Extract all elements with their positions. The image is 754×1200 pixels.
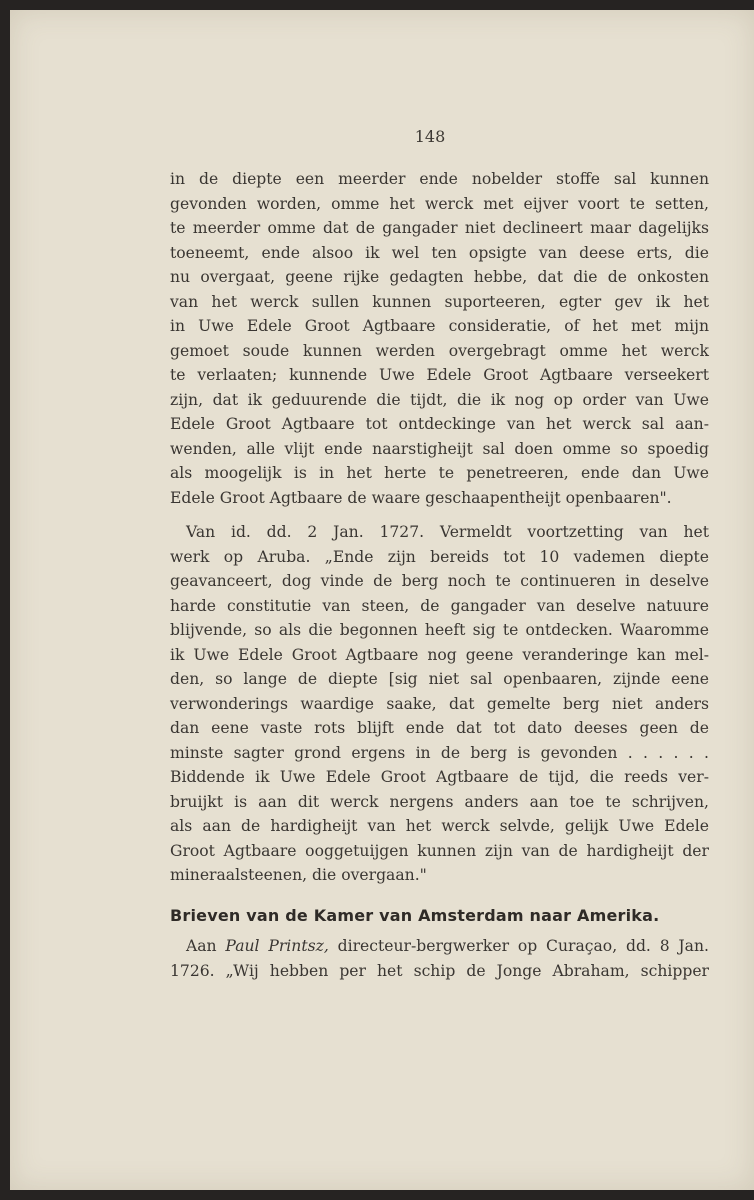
section-heading: Brieven van de Kamer van Amsterdam naar Amerika. [170,905,660,925]
text-line: toeneemt, ende alsoo ik wel ten opsigte van deese erts, die [170,243,709,262]
text-line: Van id. dd. 2 Jan. 1727. Vermeldt voortzetting van het [186,523,709,541]
text-line: als moogelijk is in het herte te penetreeren, ende dan Uwe [170,464,709,482]
text-line: mineraalsteenen, die overgaan." [170,866,427,884]
text-line: minste sagter grond ergens in de berg is gevonden . . . . . . [170,743,709,762]
text-line: gevonden worden, omme het werck met eijver voort te setten, [170,194,709,213]
text-line: Biddende ik Uwe Edele Groot Agtbaare de tijd, die reeds ver- [170,768,709,786]
text-line: bruijkt is aan dit werck nergens anders aan toe te schrijven, [170,792,709,811]
text-line: gemoet soude kunnen werden overgebragt omme het werck [170,341,709,360]
text-line: verwonderings waardige saake, dat gemelte berg niet anders [170,694,709,713]
text-line: den, so lange de diepte [sig niet sal openbaaren, zijnde eene [170,670,709,688]
page-number: 148 [414,127,446,146]
text-line: 1726. „Wij hebben per het schip de Jonge Abraham, schipper [170,961,709,980]
text-line: wenden, alle vlijt ende naarstigheijt sal doen omme so spoedig [170,439,709,458]
text-line: harde constitutie van steen, de gangader van deselve natuure [170,596,709,615]
text-line: blijvende, so als die begonnen heeft sig te ontdecken. Waaromme [170,621,709,639]
text-line: Edele Groot Agtbaare tot ontdeckinge van het werck sal aan- [170,415,709,433]
text-line [170,934,709,959]
text-line: geavanceert, dog vinde de berg noch te continueren in deselve [170,572,709,590]
line-suffix: directeur-bergwerker op Curaçao, dd. 8 Jan. [337,937,709,955]
text-line: van het werck sullen kunnen suporteeren, egter gev ik het [170,292,709,311]
text-line: Groot Agtbaare ooggetuijgen kunnen zijn van de hardigheijt der [170,841,709,860]
line-prefix: Aan [186,937,217,955]
text-line: als aan de hardigheijt van het werck selvde, gelijk Uwe Edele [170,817,709,835]
text-line: zijn, dat ik geduurende die tijdt, die ik nog op order van Uwe [170,390,709,409]
body-text [170,167,709,983]
paragraph-3 [170,934,709,983]
text-line: dan eene vaste rots blijft ende dat tot dato deeses geen de [170,719,709,737]
text-line: ik Uwe Edele Groot Agtbaare nog geene veranderinge kan mel- [170,645,709,664]
text-line: te meerder omme dat de gangader niet declineert maar dagelijks [170,219,709,237]
text-line: werk op Aruba. „Ende zijn bereids tot 10 vademen diepte [170,547,709,566]
paragraph-1 [170,167,709,510]
text-line: Edele Groot Agtbaare de waare geschaapentheijt openbaaren". [170,488,672,507]
book-page [10,10,754,1190]
text-line: te verlaaten; kunnende Uwe Edele Groot Agtbaare verseekert [170,366,709,384]
text-line: in de diepte een meerder ende nobelder stoffe sal kunnen [170,170,709,188]
text-line: nu overgaat, geene rijke gedagten hebbe, dat die de onkosten [170,268,709,286]
paragraph-2 [170,520,709,888]
text-line: in Uwe Edele Groot Agtbaare consideratie, of het met mijn [170,317,709,335]
person-name: Paul Printsz, [225,937,329,955]
